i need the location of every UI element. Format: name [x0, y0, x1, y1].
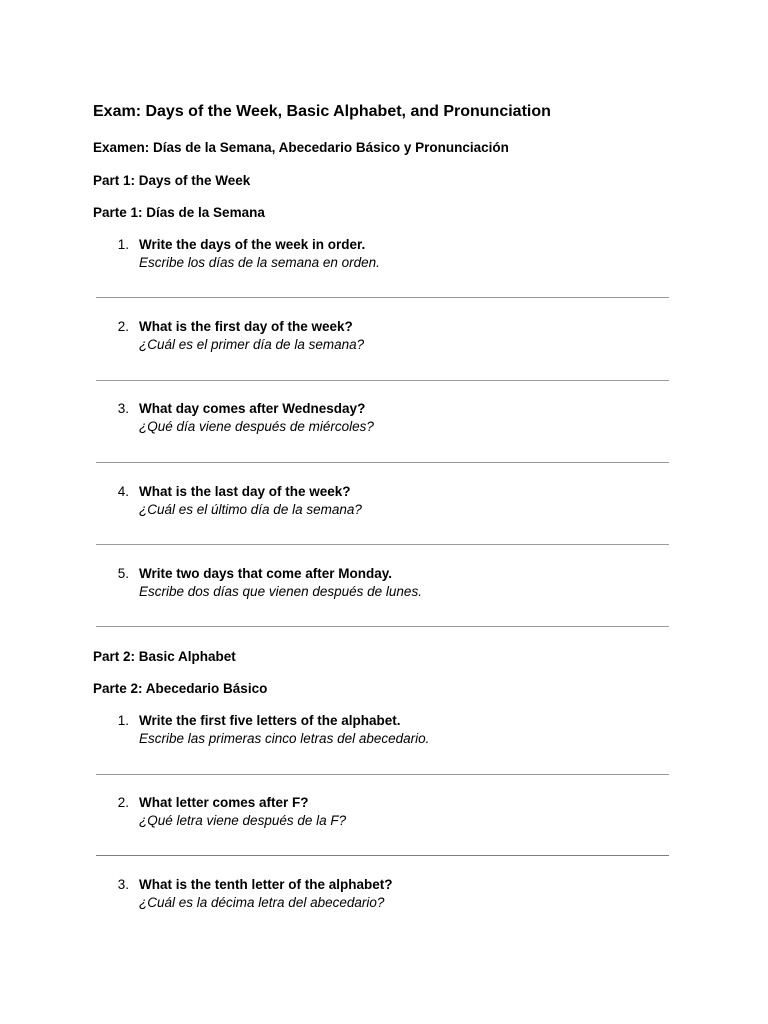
- answer-line: [96, 380, 669, 381]
- question-text-en: Write two days that come after Monday.: [139, 566, 393, 581]
- question-number: 2.: [117, 319, 129, 334]
- question-text-es: ¿Cuál es la décima letra del abecedario?: [139, 895, 385, 910]
- question-text-es: ¿Qué letra viene después de la F?: [139, 813, 347, 828]
- answer-line: [96, 462, 669, 463]
- question-text-en: What letter comes after F?: [139, 795, 309, 810]
- question-number: 4.: [117, 484, 129, 499]
- question-text-en: What day comes after Wednesday?: [139, 401, 366, 416]
- part2-title-es: Parte 2: Abecedario Básico: [93, 681, 268, 696]
- answer-line: [96, 774, 669, 775]
- part2-title-en: Part 2: Basic Alphabet: [93, 649, 236, 664]
- question-text-en: Write the first five letters of the alphabet.: [139, 713, 401, 728]
- part1-title-en: Part 1: Days of the Week: [93, 173, 251, 188]
- question-number: 2.: [117, 795, 129, 810]
- question-number: 5.: [117, 566, 129, 581]
- question-text-es: ¿Qué día viene después de miércoles?: [139, 419, 374, 434]
- answer-line: [96, 855, 669, 856]
- question-text-en: What is the tenth letter of the alphabet?: [139, 877, 393, 892]
- question-number: 3.: [117, 877, 129, 892]
- question-text-es: Escribe los días de la semana en orden.: [139, 255, 380, 270]
- exam-subtitle: Examen: Días de la Semana, Abecedario Básico y Pronunciación: [93, 140, 509, 155]
- question-number: 1.: [117, 713, 129, 728]
- answer-line: [96, 297, 669, 298]
- answer-line: [96, 544, 669, 545]
- question-text-es: Escribe dos días que vienen después de lunes.: [139, 584, 422, 599]
- question-text-en: What is the first day of the week?: [139, 319, 353, 334]
- answer-line: [96, 626, 669, 627]
- question-text-es: ¿Cuál es el último día de la semana?: [139, 502, 362, 517]
- question-text-es: Escribe las primeras cinco letras del abecedario.: [139, 731, 430, 746]
- part1-title-es: Parte 1: Días de la Semana: [93, 205, 265, 220]
- question-text-en: What is the last day of the week?: [139, 484, 351, 499]
- question-number: 1.: [117, 237, 129, 252]
- question-text-es: ¿Cuál es el primer día de la semana?: [139, 337, 365, 352]
- question-text-en: Write the days of the week in order.: [139, 237, 366, 252]
- exam-title: Exam: Days of the Week, Basic Alphabet, and Pronunciation: [93, 103, 551, 120]
- question-number: 3.: [117, 401, 129, 416]
